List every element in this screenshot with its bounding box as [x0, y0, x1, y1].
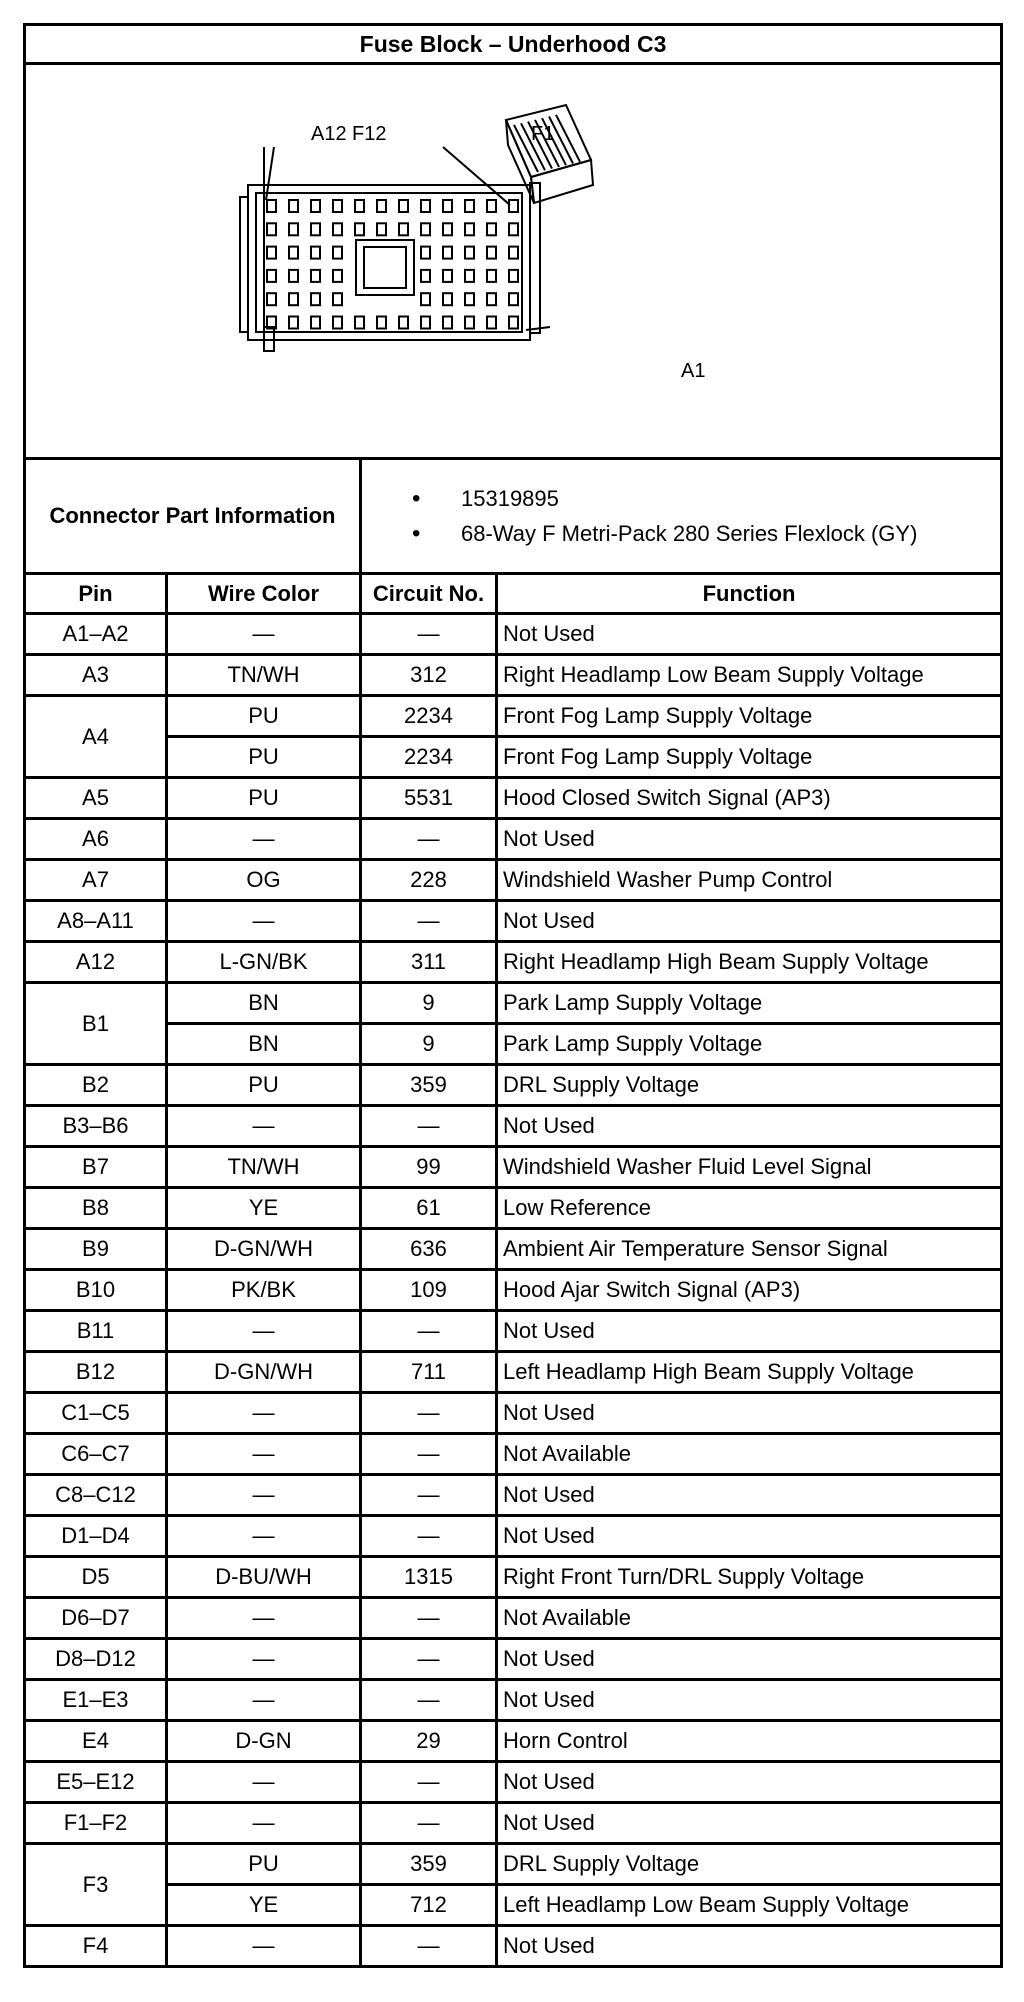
center-block-inner — [364, 247, 406, 288]
table-row — [25, 1926, 1002, 1967]
terminal-cavity — [289, 223, 298, 235]
function-cell: Not Used — [497, 1311, 1002, 1352]
wire-color-cell: PU — [167, 696, 361, 737]
terminal-cavity — [267, 223, 276, 235]
function-cell: Not Used — [497, 1762, 1002, 1803]
function-cell: Not Used — [497, 614, 1002, 655]
part-number: • 15319895 — [412, 481, 1000, 516]
wire-color-cell: D-GN/WH — [167, 1352, 361, 1393]
callout-a12: A12 — [311, 123, 347, 145]
terminal-cavity — [311, 270, 320, 282]
function-cell: Not Used — [497, 1803, 1002, 1844]
connector-body-inner — [256, 193, 522, 332]
table-row — [25, 1639, 1002, 1680]
pin-cell: A3 — [25, 655, 167, 696]
terminal-cavity — [443, 293, 452, 305]
wire-color-cell: — — [167, 1434, 361, 1475]
function-cell: Low Reference — [497, 1188, 1002, 1229]
circuit-cell: — — [361, 1680, 497, 1721]
circuit-cell: 9 — [361, 983, 497, 1024]
circuit-cell: 5531 — [361, 778, 497, 819]
terminal-cavity — [333, 200, 342, 212]
circuit-cell: — — [361, 1311, 497, 1352]
wire-color-cell: — — [167, 1680, 361, 1721]
circuit-cell: — — [361, 901, 497, 942]
function-cell: Park Lamp Supply Voltage — [497, 983, 1002, 1024]
function-cell: Right Headlamp Low Beam Supply Voltage — [497, 655, 1002, 696]
terminal-cavity — [509, 293, 518, 305]
terminal-cavity — [333, 293, 342, 305]
wire-color-cell: L-GN/BK — [167, 942, 361, 983]
pin-cell: A8–A11 — [25, 901, 167, 942]
terminal-cavity — [311, 200, 320, 212]
table-row — [25, 1106, 1002, 1147]
wire-color-cell: PU — [167, 778, 361, 819]
terminal-cavity — [399, 200, 408, 212]
terminal-cavity — [399, 223, 408, 235]
terminal-cavity — [487, 293, 496, 305]
circuit-cell: 2234 — [361, 737, 497, 778]
pin-cell: A5 — [25, 778, 167, 819]
pin-cell: F1–F2 — [25, 1803, 167, 1844]
terminal-cavity — [333, 270, 342, 282]
function-cell: Not Used — [497, 819, 1002, 860]
terminal-cavity — [465, 223, 474, 235]
circuit-cell: 712 — [361, 1885, 497, 1926]
callout-a1: A1 — [681, 360, 706, 382]
pin-cell: A7 — [25, 860, 167, 901]
circuit-cell: — — [361, 1762, 497, 1803]
pin-cell: D6–D7 — [25, 1598, 167, 1639]
header-row — [25, 574, 1002, 614]
table-row — [25, 1393, 1002, 1434]
function-cell: Not Available — [497, 1434, 1002, 1475]
col-header-wire-color: Wire Color — [167, 574, 361, 614]
table-row — [25, 1762, 1002, 1803]
connector-info-label: Connector Part Information — [25, 459, 361, 574]
table-row — [25, 1885, 1002, 1926]
circuit-cell: 2234 — [361, 696, 497, 737]
wire-color-cell: — — [167, 614, 361, 655]
terminal-cavity — [311, 293, 320, 305]
wire-color-cell: — — [167, 1106, 361, 1147]
circuit-cell: — — [361, 1598, 497, 1639]
table-row — [25, 1475, 1002, 1516]
function-cell: Ambient Air Temperature Sensor Signal — [497, 1229, 1002, 1270]
terminal-cavity — [289, 293, 298, 305]
terminal-cavity — [267, 293, 276, 305]
wire-color-cell: — — [167, 1803, 361, 1844]
function-cell: DRL Supply Voltage — [497, 1844, 1002, 1885]
connector-diagram-cell — [25, 64, 1002, 459]
circuit-cell: 359 — [361, 1065, 497, 1106]
wire-color-cell: BN — [167, 983, 361, 1024]
terminal-cavity — [509, 223, 518, 235]
connector-right-latch — [530, 183, 540, 333]
terminal-cavity — [465, 247, 474, 259]
table-row — [25, 860, 1002, 901]
circuit-cell: 109 — [361, 1270, 497, 1311]
terminal-cavity — [377, 317, 386, 329]
pin-cell: B3–B6 — [25, 1106, 167, 1147]
table-row — [25, 1557, 1002, 1598]
table-row — [25, 1721, 1002, 1762]
function-cell: Front Fog Lamp Supply Voltage — [497, 737, 1002, 778]
circuit-cell: 636 — [361, 1229, 497, 1270]
terminal-cavity — [289, 247, 298, 259]
circuit-cell: 29 — [361, 1721, 497, 1762]
connector-info-list — [361, 459, 1002, 574]
terminal-cavity — [421, 270, 430, 282]
table-row — [25, 1434, 1002, 1475]
wire-color-cell: — — [167, 1639, 361, 1680]
pin-cell: A1–A2 — [25, 614, 167, 655]
wire-color-cell: — — [167, 1762, 361, 1803]
table-row — [25, 1803, 1002, 1844]
terminal-cavity — [289, 270, 298, 282]
table-row — [25, 655, 1002, 696]
circuit-cell: 9 — [361, 1024, 497, 1065]
terminal-cavity — [509, 317, 518, 329]
wire-color-cell: — — [167, 1393, 361, 1434]
table-row — [25, 1024, 1002, 1065]
pin-cell: B7 — [25, 1147, 167, 1188]
function-cell: Not Used — [497, 1680, 1002, 1721]
pin-cell: B1 — [25, 983, 167, 1065]
callout-f1: F1 — [531, 123, 555, 145]
pin-cell: B12 — [25, 1352, 167, 1393]
pin-cell: B9 — [25, 1229, 167, 1270]
circuit-cell: — — [361, 614, 497, 655]
col-header-circuit: Circuit No. — [361, 574, 497, 614]
table-row — [25, 696, 1002, 737]
table-row — [25, 1065, 1002, 1106]
pin-rows — [25, 614, 1002, 1967]
wire-color-cell: PU — [167, 737, 361, 778]
function-cell: Park Lamp Supply Voltage — [497, 1024, 1002, 1065]
terminal-cavity — [465, 270, 474, 282]
circuit-cell: 61 — [361, 1188, 497, 1229]
table-row — [25, 983, 1002, 1024]
terminal-cavity — [355, 200, 364, 212]
wire-color-cell: — — [167, 819, 361, 860]
wire-color-cell: — — [167, 1598, 361, 1639]
table-row — [25, 737, 1002, 778]
wire-color-cell: D-BU/WH — [167, 1557, 361, 1598]
function-cell: Not Used — [497, 1926, 1002, 1967]
terminal-cavity — [487, 317, 496, 329]
wire-color-cell: — — [167, 1516, 361, 1557]
connector-left-latch — [240, 197, 248, 332]
terminal-cavity — [443, 247, 452, 259]
terminal-cavity — [333, 317, 342, 329]
pin-cell: D8–D12 — [25, 1639, 167, 1680]
pin-cell: E1–E3 — [25, 1680, 167, 1721]
terminal-cavity — [311, 317, 320, 329]
callout-f12: F12 — [352, 123, 387, 145]
table-row — [25, 1229, 1002, 1270]
circuit-cell: 312 — [361, 655, 497, 696]
terminal-cavity — [267, 247, 276, 259]
circuit-cell: — — [361, 1475, 497, 1516]
circuit-cell: — — [361, 1516, 497, 1557]
table-row — [25, 1598, 1002, 1639]
table-row — [25, 942, 1002, 983]
terminal-cavity — [465, 317, 474, 329]
pin-cell: B11 — [25, 1311, 167, 1352]
terminal-cavity — [421, 247, 430, 259]
connector-face-diagram — [26, 65, 997, 457]
function-cell: Right Headlamp High Beam Supply Voltage — [497, 942, 1002, 983]
terminal-cavity — [509, 270, 518, 282]
terminal-cavity — [377, 223, 386, 235]
pin-cell: C8–C12 — [25, 1475, 167, 1516]
wire-color-cell: TN/WH — [167, 655, 361, 696]
circuit-cell: 1315 — [361, 1557, 497, 1598]
terminal-cavity — [311, 223, 320, 235]
function-cell: Left Headlamp High Beam Supply Voltage — [497, 1352, 1002, 1393]
circuit-cell: — — [361, 1434, 497, 1475]
pin-cell: D5 — [25, 1557, 167, 1598]
terminal-cavity — [421, 223, 430, 235]
function-cell: Not Used — [497, 1106, 1002, 1147]
circuit-cell: — — [361, 1803, 497, 1844]
wire-color-cell: TN/WH — [167, 1147, 361, 1188]
wire-color-cell: — — [167, 901, 361, 942]
table-row — [25, 1680, 1002, 1721]
function-cell: Not Used — [497, 1475, 1002, 1516]
function-cell: Right Front Turn/DRL Supply Voltage — [497, 1557, 1002, 1598]
col-header-function: Function — [497, 574, 1002, 614]
terminal-cavity — [421, 317, 430, 329]
terminal-cavity — [443, 270, 452, 282]
terminal-cavity — [421, 293, 430, 305]
function-cell: DRL Supply Voltage — [497, 1065, 1002, 1106]
function-cell: Not Available — [497, 1598, 1002, 1639]
table-row — [25, 1352, 1002, 1393]
terminal-cavity — [509, 247, 518, 259]
table-row — [25, 1311, 1002, 1352]
terminal-cavity — [443, 223, 452, 235]
table-row — [25, 778, 1002, 819]
terminal-cavity — [487, 223, 496, 235]
table-row — [25, 614, 1002, 655]
wire-color-cell: — — [167, 1475, 361, 1516]
function-cell: Windshield Washer Fluid Level Signal — [497, 1147, 1002, 1188]
terminal-cavity — [267, 270, 276, 282]
function-cell: Left Headlamp Low Beam Supply Voltage — [497, 1885, 1002, 1926]
connector-description: • 68-Way F Metri-Pack 280 Series Flexlock (GY) — [412, 516, 1000, 551]
function-cell: Windshield Washer Pump Control — [497, 860, 1002, 901]
terminal-cavity — [509, 200, 518, 212]
table-title: Fuse Block – Underhood C3 — [25, 25, 1002, 64]
circuit-cell: 99 — [361, 1147, 497, 1188]
function-cell: Not Used — [497, 901, 1002, 942]
circuit-cell: 228 — [361, 860, 497, 901]
pin-cell: B10 — [25, 1270, 167, 1311]
terminal-cavity — [443, 317, 452, 329]
wire-color-cell: YE — [167, 1188, 361, 1229]
function-cell: Not Used — [497, 1639, 1002, 1680]
wire-color-cell: YE — [167, 1885, 361, 1926]
terminal-cavity — [399, 317, 408, 329]
pin-cell: D1–D4 — [25, 1516, 167, 1557]
circuit-cell: — — [361, 1393, 497, 1434]
terminal-cavity — [267, 200, 276, 212]
wire-color-cell: PU — [167, 1844, 361, 1885]
terminal-cavity — [443, 200, 452, 212]
terminal-cavity — [355, 317, 364, 329]
circuit-cell: 311 — [361, 942, 497, 983]
wire-color-cell: PU — [167, 1065, 361, 1106]
function-cell: Not Used — [497, 1516, 1002, 1557]
pin-cell: B2 — [25, 1065, 167, 1106]
wire-color-cell: D-GN — [167, 1721, 361, 1762]
function-cell: Horn Control — [497, 1721, 1002, 1762]
pin-cell: E4 — [25, 1721, 167, 1762]
table-row — [25, 901, 1002, 942]
terminal-cavity — [421, 200, 430, 212]
wire-color-cell: PK/BK — [167, 1270, 361, 1311]
circuit-cell: — — [361, 1106, 497, 1147]
pin-cell: B8 — [25, 1188, 167, 1229]
pin-cell: A4 — [25, 696, 167, 778]
table-row — [25, 1516, 1002, 1557]
function-cell: Hood Closed Switch Signal (AP3) — [497, 778, 1002, 819]
pin-cell: A12 — [25, 942, 167, 983]
wire-color-cell: — — [167, 1926, 361, 1967]
pin-cell: F3 — [25, 1844, 167, 1926]
function-cell: Hood Ajar Switch Signal (AP3) — [497, 1270, 1002, 1311]
table-row — [25, 1844, 1002, 1885]
circuit-cell: — — [361, 1639, 497, 1680]
pin-cell: C6–C7 — [25, 1434, 167, 1475]
callout-f1-leader — [443, 147, 510, 205]
terminal-cavity — [355, 223, 364, 235]
wire-color-cell: BN — [167, 1024, 361, 1065]
wire-color-cell: D-GN/WH — [167, 1229, 361, 1270]
terminal-cavity — [311, 247, 320, 259]
connector-table — [23, 23, 1003, 1968]
function-cell: Not Used — [497, 1393, 1002, 1434]
pin-cell: A6 — [25, 819, 167, 860]
table-row — [25, 819, 1002, 860]
terminal-cavity — [289, 317, 298, 329]
terminal-cavity — [465, 293, 474, 305]
circuit-cell: 711 — [361, 1352, 497, 1393]
terminal-cavity — [333, 247, 342, 259]
terminal-cavity — [333, 223, 342, 235]
function-cell: Front Fog Lamp Supply Voltage — [497, 696, 1002, 737]
circuit-cell: — — [361, 1926, 497, 1967]
table-row — [25, 1270, 1002, 1311]
terminal-cavity — [289, 200, 298, 212]
terminal-cavity — [487, 270, 496, 282]
circuit-cell: 359 — [361, 1844, 497, 1885]
terminal-cavity — [487, 247, 496, 259]
circuit-cell: — — [361, 819, 497, 860]
table-row — [25, 1147, 1002, 1188]
connector-sheet — [23, 23, 1000, 1968]
table-row — [25, 1188, 1002, 1229]
wire-color-cell: — — [167, 1311, 361, 1352]
pin-cell: F4 — [25, 1926, 167, 1967]
terminal-cavity — [377, 200, 386, 212]
terminal-cavity — [465, 200, 474, 212]
col-header-pin: Pin — [25, 574, 167, 614]
pin-cell: C1–C5 — [25, 1393, 167, 1434]
wire-color-cell: OG — [167, 860, 361, 901]
pin-cell: E5–E12 — [25, 1762, 167, 1803]
terminal-cavity — [487, 200, 496, 212]
